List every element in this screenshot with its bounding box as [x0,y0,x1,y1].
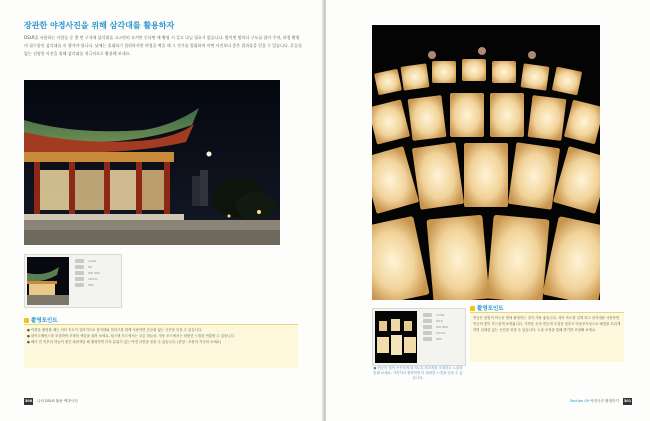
tip-box [470,312,624,362]
exif-ev: 0EV [436,337,442,341]
tip-paragraph: 연등은 불빛이 어두운 밤에 촬영하는 것이 가장 좋습니다. 셔터 속도를 길게 하고 삼각대를 사용하면 연등의 빛이 부드럽게 표현됩니다. 가까운 곳의 연등에 초점을 맞추고 아웃포커싱으로 배경을 흐리게 하면 입체감 있는 사진을 얻을 수 있습니다. 노출 보정을 통해 밝기를 조절해 보세요. [473,316,621,332]
exif-info [423,313,448,343]
page-number: 301 [623,399,632,403]
intro-paragraph: DSLR을 사용하는 사람들 중 몇 번 구석에 삼각대를 고스란히 모셔만 둔다면 매 촬영 시 갖고 다닐 필요가 없습니다. 밤이면 밤마다 구도를 잡아 주며, 야경 촬영의 필수품인 삼각대를 꼭 챙겨야 합니다. 낮에는 휴대하기 불편하지만 야경을 찍을 때 그 진가를 발휘하며 어떤 사진보다 좋은 결과물을 얻을 수 있습니다. 흔들림 없는 선명한 사진을 위해 삼각대를 적극적으로 활용해 보세요. [24,35,302,56]
exif-focal: 18mm [88,277,98,281]
tip-title: 촬영포인트 [31,318,58,324]
lightbulb-icon [470,306,475,311]
exif-ev: 0EV [88,283,94,287]
book-title: 나의 DSLR 활용 백과사전 [37,399,78,403]
exif-aperture: f/8 [88,265,92,269]
tip-paragraph: ● 해가 진 직후의 하늘이 짙은 파란색일 때 촬영하면 더욱 분위기 있는 야경 사진을 얻을 수 있습니다. (중앙 : 조용히 기다려 보세요) [27,340,222,344]
exif-row [423,337,448,341]
section-label: Section 09 [569,399,589,403]
exif-row [423,319,448,323]
left-page [0,0,324,421]
tip-heading [470,304,504,312]
photo-caption: ● 연등의 빛이 은은하게 퍼지도록 조리개를 조절하고 노출을 맞춰 보세요. 가까이서 촬영하면 더 화려한 느낌을 얻을 수 있습니다. [373,366,463,380]
exif-iso: ISO 800 [436,325,448,329]
exif-aperture: f/5.6 [436,319,443,323]
section-title: 야경사진 촬영하기 [590,399,619,403]
exif-shutter: 1/30s [436,313,445,317]
exif-row [75,265,100,269]
tip-title: 촬영포인트 [477,306,504,312]
exif-row [423,331,448,335]
exif-info [75,259,100,289]
thumbnail-box [372,308,466,366]
right-page [326,0,650,421]
footer-section-wrap [570,399,619,404]
exif-row [75,271,100,275]
lantern-illustration [372,25,600,300]
page-heading: 장관한 야경사진을 위해 삼각대를 활용하자 [24,21,175,30]
right-footer [566,398,632,405]
lantern-thumbnail [375,311,417,363]
palace-illustration [24,80,280,245]
exif-iso: ISO 400 [88,271,100,275]
exif-row [423,313,448,317]
exif-focal: 24mm [436,331,446,335]
exif-row [75,283,100,287]
palace-night-photo [24,80,280,245]
left-footer [24,398,82,405]
lantern-festival-photo [372,25,600,300]
lightbulb-icon [24,318,29,323]
page-number: 300 [24,399,33,403]
exif-row [423,325,448,329]
exif-row [75,259,100,263]
tip-paragraph: ● 야경을 촬영할 때는 셔터 속도가 길어지므로 삼각대와 릴리즈를 함께 사용하면 흔들림 없는 사진을 얻을 수 있습니다. [27,328,203,332]
palace-thumbnail [27,257,69,305]
tip-box [24,324,298,368]
exif-row [75,277,100,281]
exif-shutter: 1/20s [88,259,97,263]
thumbnail-box [24,254,122,308]
tip-paragraph: ● 화이트밸런스를 조절하여 조명의 색감을 살려 보세요. 텅스텐 모드에서는 푸른 하늘을, 자동 모드에서는 따뜻한 느낌을 연출할 수 있습니다. [27,334,235,338]
tip-heading [24,316,58,324]
